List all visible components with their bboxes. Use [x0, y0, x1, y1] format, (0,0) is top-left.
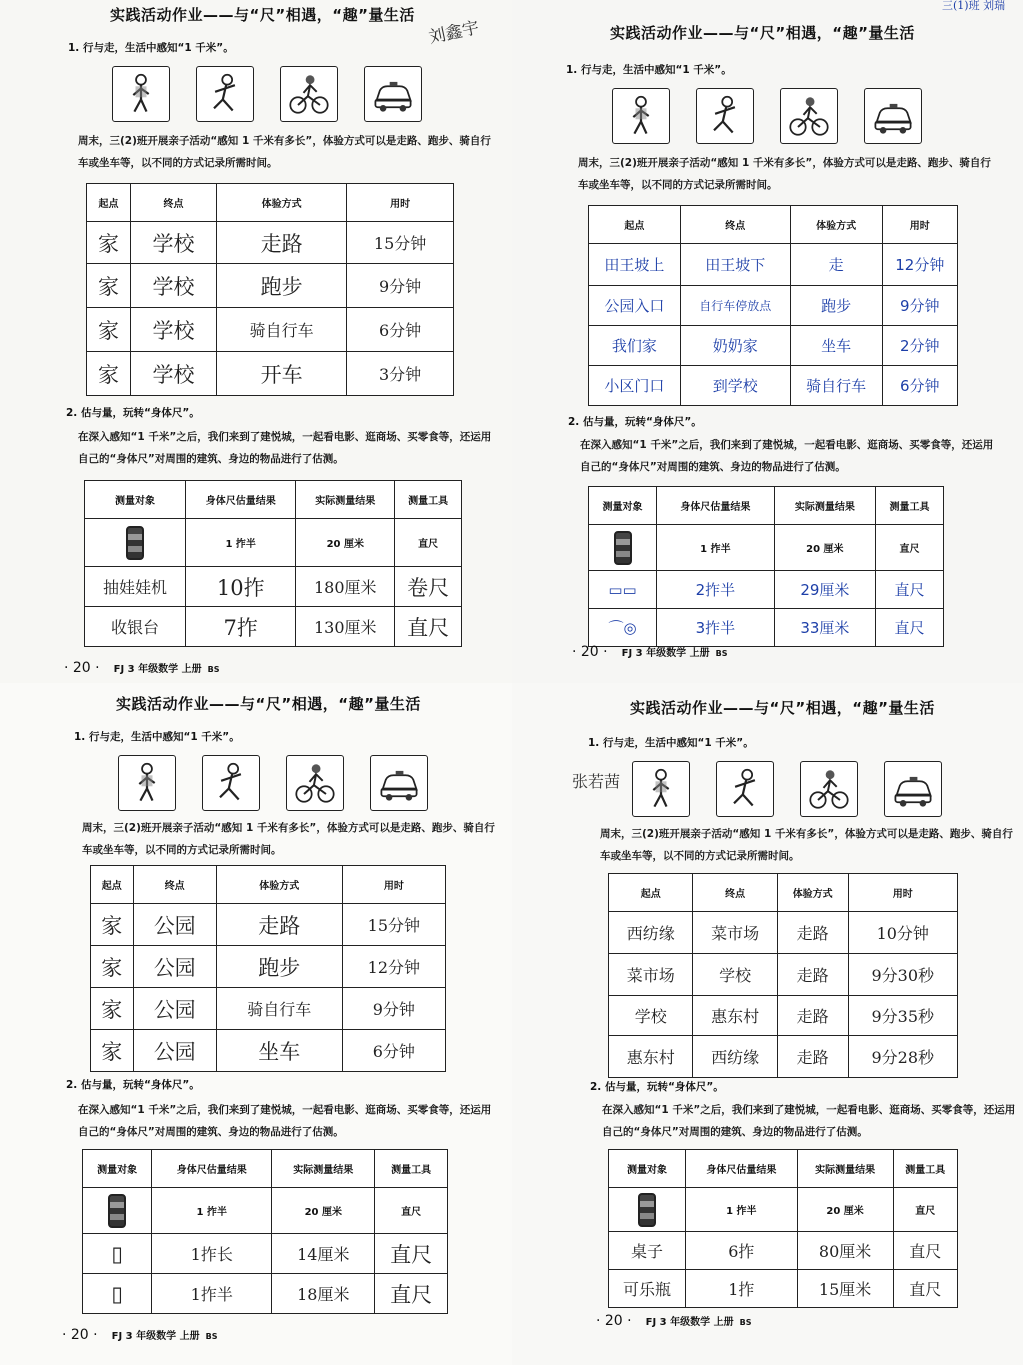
sketch-object: ▭▭: [589, 571, 657, 609]
can-icon: [609, 1188, 686, 1232]
section-1-intro: 周末，三(2)班开展亲子活动“感知 1 千米有多长”，体验方式可以是走路、跑步、骑自行车或坐车等，以不同的方式记录所需时间。: [82, 822, 495, 856]
activity-icons: [118, 755, 428, 811]
car-icon: [370, 755, 428, 811]
car-icon: [364, 66, 422, 122]
page-title: 实践活动作业——与“尺”相遇，“趣”量生活: [116, 695, 421, 713]
section-2-heading: 2. 估与量，玩转“身体尺”。: [590, 1081, 724, 1093]
page-title: 实践活动作业——与“尺”相遇，“趣”量生活: [610, 24, 915, 42]
bicycle-icon: [800, 761, 858, 817]
running-icon: [696, 88, 754, 144]
activity-icons: [632, 761, 942, 817]
section-1-heading: 1. 行与走，生活中感知“1 千米”。: [68, 42, 234, 54]
student-name: 张若茜: [572, 772, 621, 791]
travel-time-table: 起点 终点 体验方式 用时 西纺缘 菜市场 走路 10分钟 菜市场 学校 走路 9分30秒 学校 惠东村 走路 9分35秒 惠东村 西纺缘 走路 9分28秒: [608, 873, 958, 1078]
example-row: 1 拃半 20 厘米 直尺: [609, 1188, 958, 1232]
table-row: 家 学校 跑步 9分钟: [87, 264, 454, 308]
table-row: 桌子 6拃 80厘米 直尺: [609, 1232, 958, 1270]
running-icon: [716, 761, 774, 817]
table-row: 抽娃娃机 10拃 180厘米 卷尺: [85, 567, 462, 607]
walking-icon: [612, 88, 670, 144]
table-row: 家 公园 坐车 6分钟: [91, 1030, 446, 1072]
worksheet-page-4: [512, 683, 1023, 1365]
activity-icons: [112, 66, 422, 122]
section-2-intro: 在深入感知“1 千米”之后，我们来到了建悦城，一起看电影、逛商场、买零食等，还运用自己的“身体尺”对周围的建筑、身边的物品进行了估测。: [602, 1104, 1016, 1138]
walking-icon: [118, 755, 176, 811]
body-ruler-table: 测量对象 身体尺估量结果 实际测量结果 测量工具 1 拃半 20 厘米 直尺 桌子 6拃 80厘米 直尺 可乐瓶 1拃 15厘米 直尺: [608, 1149, 958, 1308]
table-row: 西纺缘 菜市场 走路 10分钟: [609, 912, 958, 954]
student-name: 三(1)班 刘瑞: [942, 0, 1006, 12]
body-ruler-table: 测量对象 身体尺估量结果 实际测量结果 测量工具 1 拃半 20 厘米 直尺 ▭▭ 2拃半 29厘米 直尺 ⌒◎ 3拃半 33厘米 直尺: [588, 486, 944, 647]
table-row: ▭▭ 2拃半 29厘米 直尺: [589, 571, 944, 609]
page-footer: · 20 · FJ 3 年级数学 上册 BS: [572, 644, 728, 660]
page-footer: · 20 · FJ 3 年级数学 上册 BS: [596, 1313, 752, 1329]
section-2-heading: 2. 估与量，玩转“身体尺”。: [66, 1079, 200, 1091]
col-header-mode: 体验方式: [217, 184, 347, 222]
bicycle-icon: [280, 66, 338, 122]
sketch-object: ▯: [83, 1234, 152, 1274]
page-footer: · 20 · FJ 3 年级数学 上册 BS: [62, 1327, 218, 1343]
table-row: 家 学校 走路 15分钟: [87, 222, 454, 264]
bicycle-icon: [780, 88, 838, 144]
walking-icon: [112, 66, 170, 122]
activity-icons: [612, 88, 922, 144]
table-row: 家 公园 跑步 12分钟: [91, 946, 446, 988]
bicycle-icon: [286, 755, 344, 811]
table-row: 田王坡上 田王坡下 走 12分钟: [589, 244, 958, 286]
body-ruler-table: 测量对象 身体尺估量结果 实际测量结果 测量工具 1 拃半 20 厘米 直尺 抽娃娃机 10拃 180厘米 卷尺 收银台 7拃 130厘米 直尺: [84, 480, 462, 647]
section-1-heading: 1. 行与走，生活中感知“1 千米”。: [566, 64, 732, 76]
section-2-heading: 2. 估与量，玩转“身体尺”。: [568, 416, 702, 428]
can-icon: [589, 525, 657, 571]
col-header-end: 终点: [131, 184, 217, 222]
car-icon: [864, 88, 922, 144]
table-row: 可乐瓶 1拃 15厘米 直尺: [609, 1270, 958, 1308]
worksheet-page-3: [0, 683, 512, 1365]
table-row: 我们家 奶奶家 坐车 2分钟: [589, 326, 958, 366]
table-row: 家 公园 走路 15分钟: [91, 904, 446, 946]
table-row: ⌒◎ 3拃半 33厘米 直尺: [589, 609, 944, 647]
table-row: 小区门口 到学校 骑自行车 6分钟: [589, 366, 958, 406]
travel-time-table: [86, 183, 454, 396]
section-1-intro: 周末，三(2)班开展亲子活动“感知 1 千米有多长”，体验方式可以是走路、跑步、骑自行车或坐车等，以不同的方式记录所需时间。: [600, 828, 1013, 862]
worksheet-page-2: [512, 0, 1023, 683]
sketch-object: ⌒◎: [589, 609, 657, 647]
table-row: 惠东村 西纺缘 走路 9分28秒: [609, 1036, 958, 1078]
body-ruler-table: 测量对象 身体尺估量结果 实际测量结果 测量工具 1 拃半 20 厘米 直尺 ▯ 1拃长 14厘米 直尺 ▯ 1拃半 18厘米 直尺: [82, 1149, 448, 1314]
table-row: 收银台 7拃 130厘米 直尺: [85, 607, 462, 647]
table-row: 菜市场 学校 走路 9分30秒: [609, 954, 958, 996]
section-1-intro: 周末，三(2)班开展亲子活动“感知 1 千米有多长”，体验方式可以是走路、跑步、骑自行车或坐车等，以不同的方式记录所需时间。: [578, 157, 991, 191]
table-row: ▯ 1拃长 14厘米 直尺: [83, 1234, 448, 1274]
table-row: 家 学校 骑自行车 6分钟: [87, 308, 454, 352]
section-2-intro: 在深入感知“1 千米”之后，我们来到了建悦城，一起看电影、逛商场、买零食等，还运用自己的“身体尺”对周围的建筑、身边的物品进行了估测。: [78, 431, 492, 465]
can-icon: [85, 519, 186, 567]
table-row: 学校 惠东村 走路 9分35秒: [609, 996, 958, 1036]
running-icon: [196, 66, 254, 122]
example-row: 1 拃半 20 厘米 直尺: [85, 519, 462, 567]
section-1-heading: 1. 行与走，生活中感知“1 千米”。: [588, 737, 754, 749]
walking-icon: [632, 761, 690, 817]
example-row: 1 拃半 20 厘米 直尺: [83, 1188, 448, 1234]
travel-time-table: 起点 终点 体验方式 用时 田王坡上 田王坡下 走 12分钟 公园入口 自行车停放点 跑步 9分钟 我们家 奶奶家 坐车 2分钟 小区门口 到学校 骑自行车 6分钟: [588, 205, 958, 406]
page-title: 实践活动作业——与“尺”相遇，“趣”量生活: [110, 6, 415, 24]
sketch-object: ▯: [83, 1274, 152, 1314]
table-row: 家 学校 开车 3分钟: [87, 352, 454, 396]
running-icon: [202, 755, 260, 811]
section-1-intro: 周末，三(2)班开展亲子活动“感知 1 千米有多长”，体验方式可以是走路、跑步、骑自行车或坐车等，以不同的方式记录所需时间。: [78, 135, 491, 169]
page-title: 实践活动作业——与“尺”相遇，“趣”量生活: [630, 699, 935, 717]
can-icon: [83, 1188, 152, 1234]
car-icon: [884, 761, 942, 817]
table-row: 公园入口 自行车停放点 跑步 9分钟: [589, 286, 958, 326]
example-row: 1 拃半 20 厘米 直尺: [589, 525, 944, 571]
section-2-intro: 在深入感知“1 千米”之后，我们来到了建悦城，一起看电影、逛商场、买零食等，还运用自己的“身体尺”对周围的建筑、身边的物品进行了估测。: [580, 439, 994, 473]
table-row: ▯ 1拃半 18厘米 直尺: [83, 1274, 448, 1314]
section-2-intro: 在深入感知“1 千米”之后，我们来到了建悦城，一起看电影、逛商场、买零食等，还运用自己的“身体尺”对周围的建筑、身边的物品进行了估测。: [78, 1104, 492, 1138]
section-2-heading: 2. 估与量，玩转“身体尺”。: [66, 407, 200, 419]
student-name: 刘鑫宇: [426, 17, 482, 49]
worksheet-page-1: [0, 0, 512, 683]
travel-time-table: 起点 终点 体验方式 用时 家 公园 走路 15分钟 家 公园 跑步 12分钟 家 公园 骑自行车 9分钟 家 公园 坐车 6分钟: [90, 865, 446, 1072]
table-row: 家 公园 骑自行车 9分钟: [91, 988, 446, 1030]
page-footer: · 20 · FJ 3 年级数学 上册 BS: [64, 660, 220, 676]
col-header-start: 起点: [87, 184, 131, 222]
section-1-heading: 1. 行与走，生活中感知“1 千米”。: [74, 731, 240, 743]
col-header-time: 用时: [347, 184, 454, 222]
